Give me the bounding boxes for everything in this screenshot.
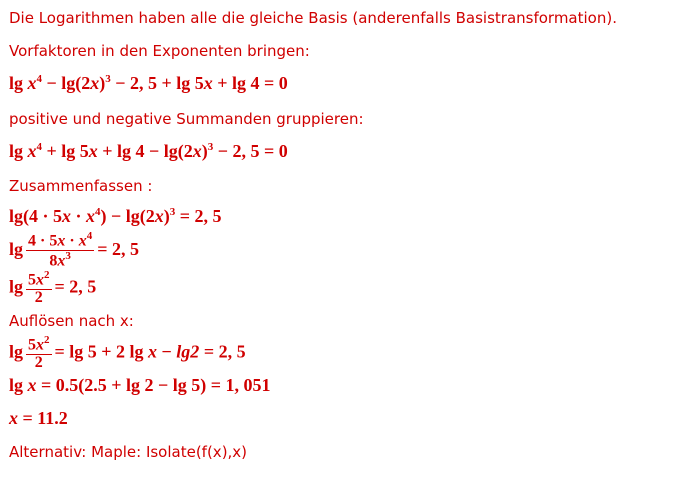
equation-8: x = 11.2 [9,408,68,428]
fraction: $\frac{4 \cdot 5x \cdot x^4}{8x^3}$ [28,230,93,270]
step-heading-exponents: Vorfaktoren in den Exponenten bringen: [9,42,310,60]
fraction: $\frac{5x^2}{2}$ [28,269,50,307]
equation-1: $\lg x^4 - \lg(2x)^3 - 2$, 5 + lg 5x + lg 4 = 0 [9,73,288,93]
step-heading-solve: Auflösen nach x: [9,312,134,330]
fraction: $\frac{5x^2}{2}$ [28,334,50,372]
step-heading-group: positive und negative Summanden gruppieren: [9,110,364,128]
equation-5: lg $\frac{5x^2}{2}$ = 2, 5 [9,269,97,307]
alternative-note: Alternativ: Maple: Isolate(f(x),x) [9,443,248,461]
equation-2: $\lg x^4 + \lg 5x + \lg 4 - \lg(2x)^3 - 2$, 5 = 0 [9,141,288,161]
step-heading-combine: Zusammenfassen : [9,177,153,195]
intro-text: Die Logarithmen haben alle die gleiche Basis (anderenfalls Basistransformation). [9,9,617,27]
equation-3: $\lg(4 \cdot 5x \cdot x^4) - \lg(2x)^3 = 2$, 5 [9,206,222,226]
equation-6: lg $\frac{5x^2}{2}$ = lg 5 + 2 lg x − lg2 = 2, 5 [9,334,246,372]
equation-4: lg $\frac{4 \cdot 5x \cdot x^4}{8x^3}$ = 2, 5 [9,230,139,270]
equation-7: lg x = 0.5(2.5 + lg 2 − lg 5) = 1, 051 [9,375,271,395]
